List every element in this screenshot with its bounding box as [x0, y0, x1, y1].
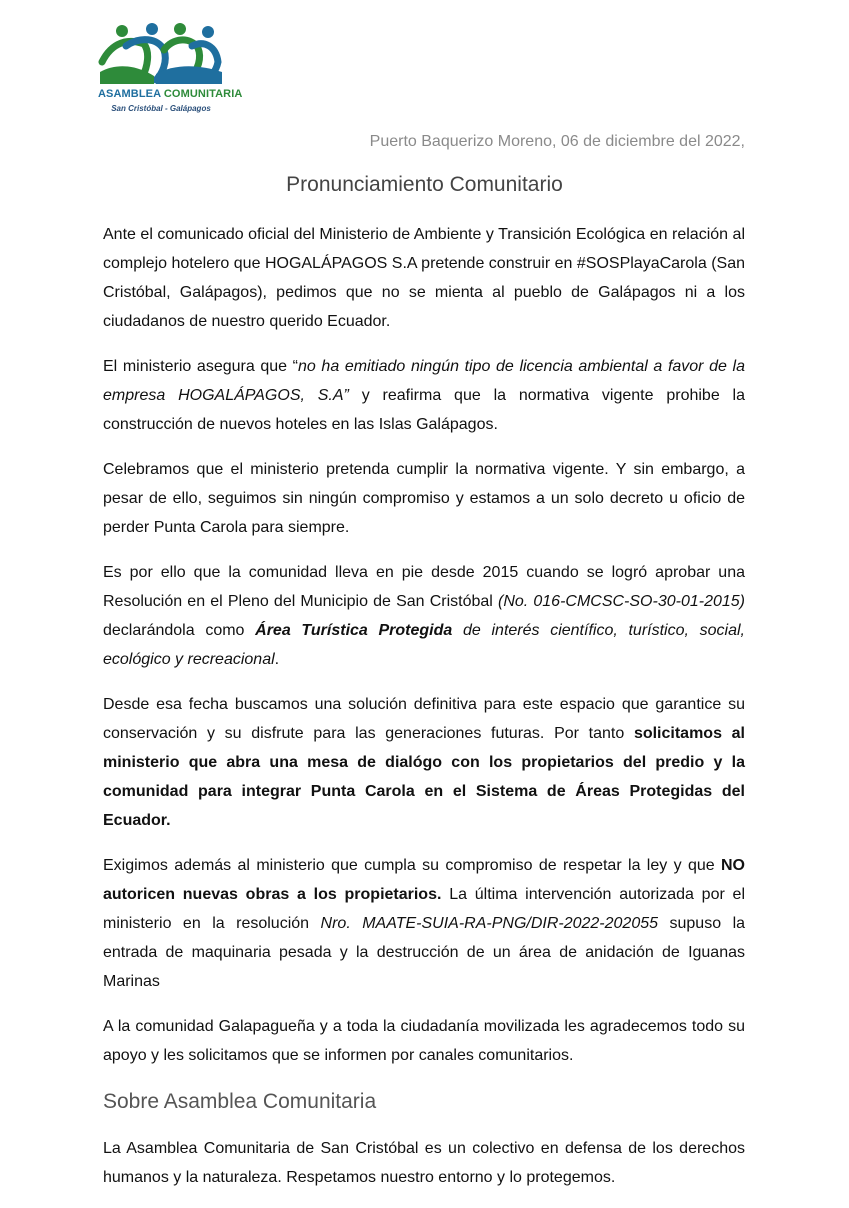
logo-subtitle: San Cristóbal - Galápagos	[111, 104, 211, 113]
people-figures-icon	[98, 22, 224, 88]
quote: no ha emitiado ningún tipo de licencia ambiental a favor de la empresa HOGALÁPAGOS, S.A”	[103, 358, 746, 404]
asamblea-logo	[98, 22, 243, 122]
demand-statement: NO autoricen nuevas obras a los propietarios.	[103, 857, 745, 903]
about-heading: Sobre Asamblea Comunitaria	[103, 1090, 377, 1113]
protected-area-label: Área Turística Protegida	[255, 622, 453, 639]
paragraph-5: Desde esa fecha buscamos una solución definitiva para este espacio que garantice su conservación y su disfrute para las generaciones futuras. Por tanto solicitamos al ministerio que abra una mesa de dialógo con los propietarios del predio y la comunidad para integrar Punta Carola en el Sistema de Áreas Protegidas del Ecuador.	[103, 696, 746, 829]
request-statement: solicitamos al ministerio que abra una mesa de dialógo con los propietarios del predio y la comunidad para integrar Punta Carola en el Sistema de Áreas Protegidas del Ecuador.	[103, 725, 746, 829]
logo-title: ASAMBLEA COMUNITARIA	[98, 88, 243, 100]
resolution-number: (No. 016-CMCSC-SO-30-01-2015)	[498, 593, 746, 610]
paragraph-7: A la comunidad Galapagueña y a toda la ciudadanía movilizada les agradecemos todo su apoyo y les solicitamos que se informen por canales comunitarios.	[103, 1018, 745, 1064]
paragraph-3: Celebramos que el ministerio pretenda cumplir la normativa vigente. Y sin embargo, a pesar de ello, seguimos sin ningún compromiso y estamos a un solo decreto u oficio de perder Punta Carola para siempre.	[103, 461, 745, 536]
about-paragraph: La Asamblea Comunitaria de San Cristóbal es un colectivo en defensa de los derechos humanos y la naturaleza. Respetamos nuestro entorno y lo protegemos.	[103, 1140, 745, 1186]
document-title: Pronunciamiento Comunitario	[286, 173, 563, 196]
date-line: Puerto Baquerizo Moreno, 06 de diciembre del 2022,	[369, 133, 745, 150]
paragraph-4: Es por ello que la comunidad lleva en pie desde 2015 cuando se logró aprobar una Resolución en el Pleno del Municipio de San Cristóbal (No. 016-CMCSC-SO-30-01-2015) declarándola como Área Turística Protegida de interés científico, turístico, social, ecológico y recreacional.	[103, 564, 746, 668]
resolution-reference: Nro. MAATE-SUIA-RA-PNG/DIR-2022-202055	[320, 915, 659, 932]
paragraph-1: Ante el comunicado oficial del Ministerio de Ambiente y Transición Ecológica en relación al complejo hotelero que HOGALÁPAGOS S.A pretende construir en #SOSPlayaCarola (San Cristóbal, Galápagos), pedimos que no se mienta al pueblo de Galápagos ni a los ciudadanos de nuestro querido Ecuador.	[103, 226, 745, 330]
document-body	[103, 220, 745, 1208]
paragraph-2: El ministerio asegura que “no ha emitiado ningún tipo de licencia ambiental a favor de la empresa HOGALÁPAGOS, S.A” y reafirma que la normativa vigente prohibe la construcción de nuevos hoteles en las Islas Galápagos.	[103, 358, 746, 433]
paragraph-6: Exigimos además al ministerio que cumpla su compromiso de respetar la ley y que NO autoricen nuevas obras a los propietarios. La última intervención autorizada por el ministerio en la resolución Nro. MAATE-SUIA-RA-PNG/DIR-2022-202055 supuso la entrada de maquinaria pesada y la destrucción de un área de anidación de Iguanas Marinas	[103, 857, 746, 990]
